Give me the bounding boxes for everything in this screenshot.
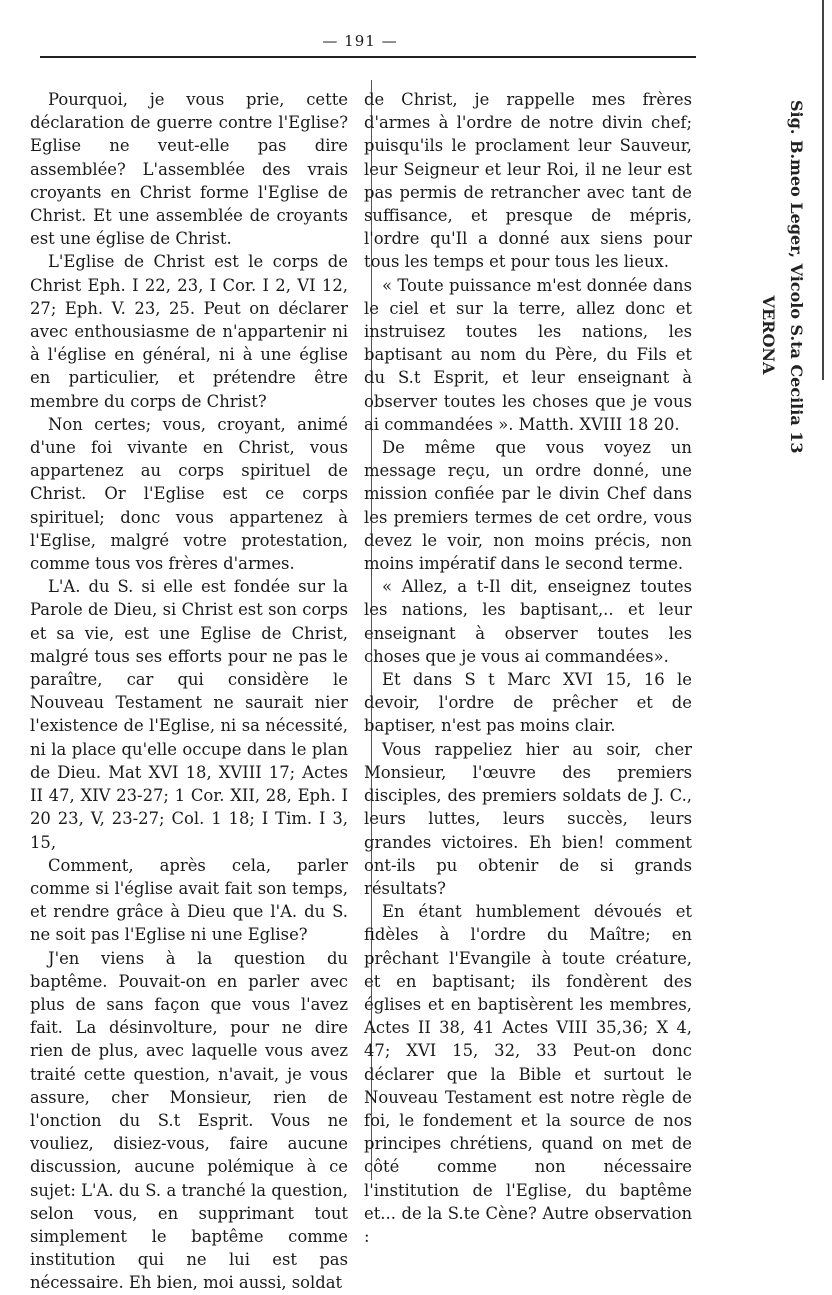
paragraph: En étant humblement dévoués et fidèles à l'ordre du Maître; en prêchant l'Evangile à toute créature, et en baptisant; ils fondèrent des églises et en baptisèrent les membres, Actes II 38, 41 Actes VIII 35,36; X 4, 47; XVI 15, 32, 33 Peut-on donc déclarer que la Bible et surtout le Nouveau Testament est notre règle de foi, le fondement et la source de nos principes chrétiens, quand on met de côté comme non nécessaire l'institution de l'Eglise, du baptême et... de la S.te Cène? Autre observation : bbox=[364, 902, 692, 1246]
paragraph: Pourquoi, je vous prie, cette déclaration de guerre contre l'Eglise? Eglise ne veut-elle pas dire assemblée? L'assemblée des vrais croyants en Christ forme l'Eglise de Christ. Et une assemblée de croyants est une église de Christ. bbox=[30, 90, 348, 249]
paragraph: L'Eglise de Christ est le corps de Christ Eph. I 22, 23, I Cor. I 2, VI 12, 27; Eph. V. 23, 25. Peut on déclarer avec enthousiasme de n'appartenir ni à l'église en général, ni à une église en particulier, et prétendre être membre du corps de Christ? bbox=[30, 252, 348, 411]
paragraph: « Toute puissance m'est donnée dans le ciel et sur la terre, allez donc et instruisez toutes les nations, les baptisant au nom du Père, du Fils et du S.t Esprit, et leur enseignant à observer toutes les choses que je vous ai commandées ». Matth. XVIII 18 20. bbox=[364, 275, 692, 434]
paragraph: Comment, après cela, parler comme si l'église avait fait son temps, et rendre grâce à Dieu que l'A. du S. ne soit pas l'Eglise ni une Eglise? bbox=[30, 855, 348, 945]
paragraph: Non certes; vous, croyant, animé d'une foi vivante en Christ, vous appartenez au corps spirituel de Christ. Or l'Eglise est ce corps spirituel; donc vous appartenez à l'Eglise, malgré votre protestation, comme tous vos frères d'armes. bbox=[30, 414, 348, 574]
stamp-address-line: Sig. B.meo Leger, Vicolo S.ta Cecilia 13 bbox=[787, 100, 806, 454]
paragraph: Et dans S t Marc XVI 15, 16 le devoir, l'ordre de prêcher et de baptiser, n'est pas moins clair. bbox=[364, 670, 692, 736]
page-number: — 191 — bbox=[322, 32, 398, 50]
paragraph: « Allez, a t-Il dit, enseignez toutes les nations, les baptisant,.. et leur enseignant à observer toutes les choses que je vous ai commandées». bbox=[364, 577, 692, 666]
header-rule bbox=[40, 56, 696, 58]
page-edge-line bbox=[822, 0, 824, 380]
right-column bbox=[364, 88, 692, 1248]
left-column bbox=[30, 88, 348, 1295]
stamp-city-line: VERONA bbox=[759, 295, 778, 375]
address-stamp bbox=[740, 100, 820, 570]
paragraph: de Christ, je rappelle mes frères d'armes à l'ordre de notre divin chef; puisqu'ils le proclament leur Sauveur, leur Seigneur et leur Roi, il ne leur est pas permis de retrancher avec tant de suffisance, et presque de mépris, l'ordre qu'Il a donné aux siens pour tous les temps et pour tous les lieux. bbox=[364, 90, 692, 272]
paragraph: L'A. du S. si elle est fondée sur la Parole de Dieu, si Christ est son corps et sa vie, est une Eglise de Christ, malgré tous ses efforts pour ne pas le paraître, car qui considère le Nouveau Testament ne saurait nier l'existence de l'Eglise, ni sa nécessité, ni la place qu'elle occupe dans le plan de Dieu. Mat XVI 18, XVIII 17; Actes II 47, XIV 23-27; 1 Cor. XII, 28, Eph. I 20 23, V, 23-27; Col. 1 18; I Tim. I 3, 15, bbox=[30, 577, 348, 852]
paragraph: Vous rappeliez hier au soir, cher Monsieur, l'œuvre des premiers disciples, des premiers soldats de J. C., leurs luttes, leurs succès, leurs grandes victoires. Eh bien! comment ont-ils pu obtenir de si grands résultats? bbox=[364, 739, 692, 898]
paragraph: De même que vous voyez un message reçu, un ordre donné, une mission confiée par le divin Chef dans les premiers termes de cet ordre, vous devez le voir, non moins précis, non moins impératif dans le second terme. bbox=[364, 438, 692, 574]
paragraph: J'en viens à la question du baptême. Pouvait-on en parler avec plus de sans façon que vous l'avez fait. La désinvolture, pour ne dire rien de plus, avec laquelle vous avez traité cette question, n'avait, je vous assure, cher Monsieur, rien de l'onction du S.t Esprit. Vous ne vouliez, disiez-vous, faire aucune discussion, aucune polémique à ce sujet: L'A. du S. a tranché la question, selon vous, en supprimant tout simplement le baptême comme institution qui ne lui est pas nécessaire. Eh bien, moi aussi, soldat bbox=[30, 948, 348, 1293]
